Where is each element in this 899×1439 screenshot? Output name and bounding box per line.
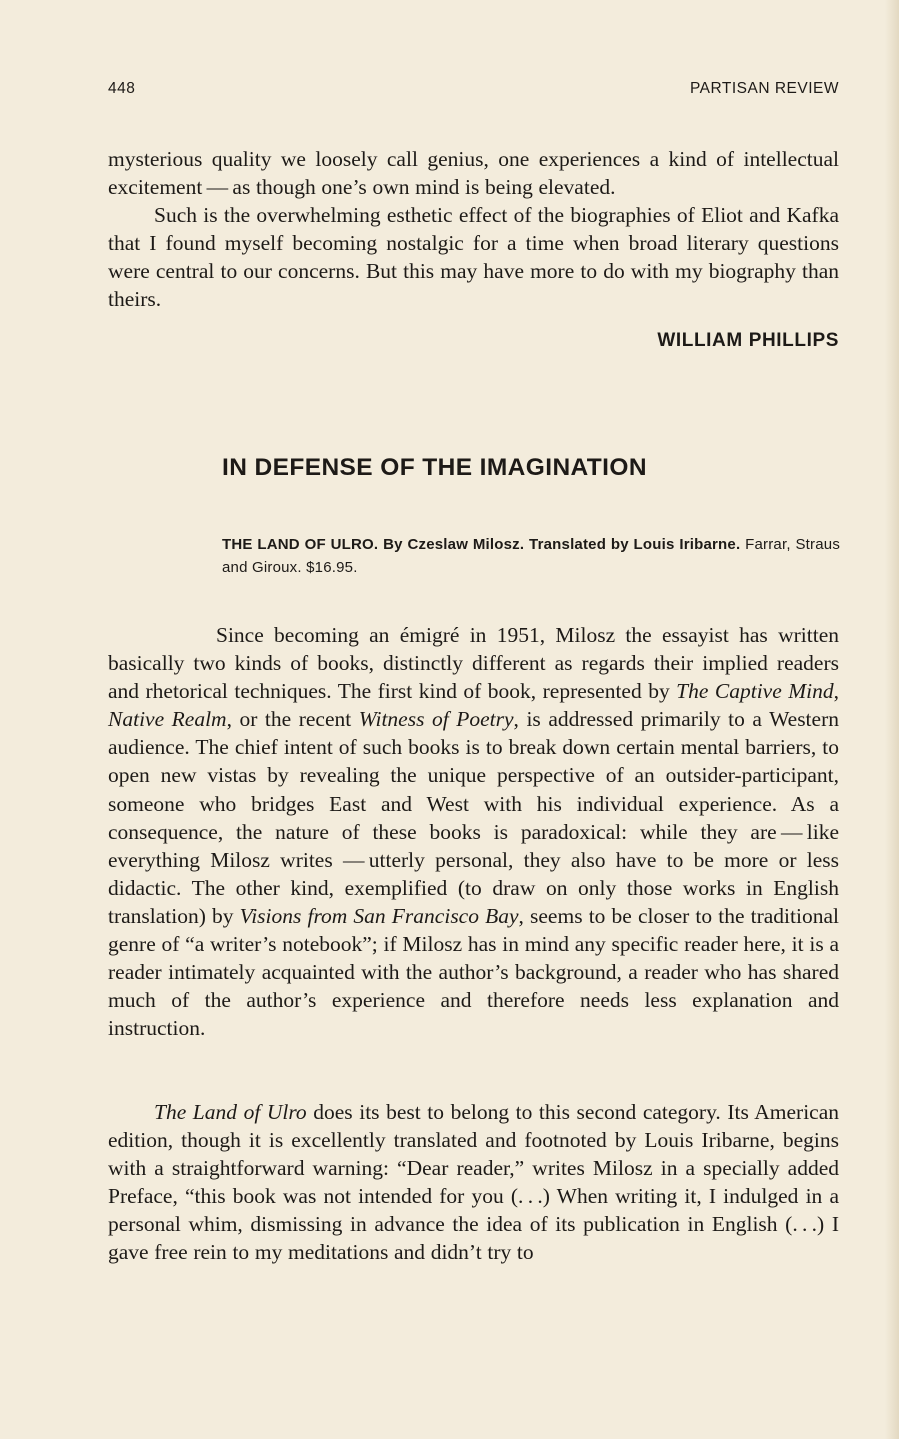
p2-text-a: does its best to belong to this second category. Its American edition, though it is excellently translated and footnoted by Louis Iribarne, begins with a straightforward warning: “Dear reader,” writes Milosz in a specially added Preface, “this book was not intended for you (. . .) When writing it, I indulged in a personal whim, dismissing in advance the idea of its publication in English (. . .) I gave free rein to my meditations and didn’t try to xyxy=(108,1100,839,1265)
p1-text-d: , is addressed primarily to a Western audience. The chief intent of such books is to break down certain mental barriers, to open new vistas by revealing the unique perspective of an outsider-participant, someone who bridges East and West with his individual experience. As a consequence, the nature of these books is paradoxical: while they are — like everything Milosz writes — utterly personal, they also have to be more or less didactic. The other kind, exemplified (to draw on only those works in English translation) by xyxy=(108,707,839,928)
journal-name: PARTISAN REVIEW xyxy=(689,80,839,97)
p1-text-e: , seems to be closer to the traditional genre of “a writer’s notebook”; if Milosz has in mind any specific reader here, it is a reader intimately acquainted with the author’s background, a reader who has shared much of the author’s experience and therefore needs less explanation and instruction. xyxy=(108,903,839,1041)
p1-title-native-realm: Native Realm xyxy=(108,707,227,732)
review-paragraph-2 xyxy=(108,1098,839,1267)
running-head xyxy=(108,80,839,102)
previous-review-paragraph-2: Such is the overwhelming esthetic effect of the biographies of Eliot and Kafka that I found myself becoming nostalgic for a time when broad literary questions were central to our concerns. But this may have more to do with my biography than theirs. xyxy=(108,203,839,312)
p1-title-witness-of-poetry: Witness of Poetry xyxy=(358,707,514,732)
book-author: By Czeslaw Milosz. xyxy=(383,536,525,553)
book-translator: Translated by Louis Iribarne. xyxy=(529,536,741,553)
p1-text-c: , or the recent xyxy=(226,707,359,732)
page-number: 448 xyxy=(108,80,136,97)
p2-title-land-of-ulro: The Land of Ulro xyxy=(154,1100,307,1124)
p1-title-captive-mind: The Captive Mind xyxy=(676,679,834,704)
p1-text-b: , xyxy=(833,679,839,704)
page-edge-shadow xyxy=(885,0,899,1439)
review-paragraph-1 xyxy=(108,621,839,1042)
p1-title-visions: Visions from San Francisco Bay xyxy=(239,903,519,928)
reviewer-byline: WILLIAM PHILLIPS xyxy=(657,330,839,351)
previous-review-paragraph-1: mysterious quality we loosely call genius, one experiences a kind of intellectual excitement — as though one’s own mind is being elevated. xyxy=(108,147,839,200)
book-title: THE LAND OF ULRO. xyxy=(222,536,379,553)
book-citation xyxy=(222,533,840,579)
review-title: IN DEFENSE OF THE IMAGINATION xyxy=(222,454,647,481)
book-publisher: Farrar, Straus and Giroux. $16.95. xyxy=(222,536,841,576)
p1-text-a: Since becoming an émigré in 1951, Milosz the essayist has written basically two kinds of books, distinctly different as regards their implied readers and rhetorical techniques. The first kind of book, represented by xyxy=(108,623,839,704)
